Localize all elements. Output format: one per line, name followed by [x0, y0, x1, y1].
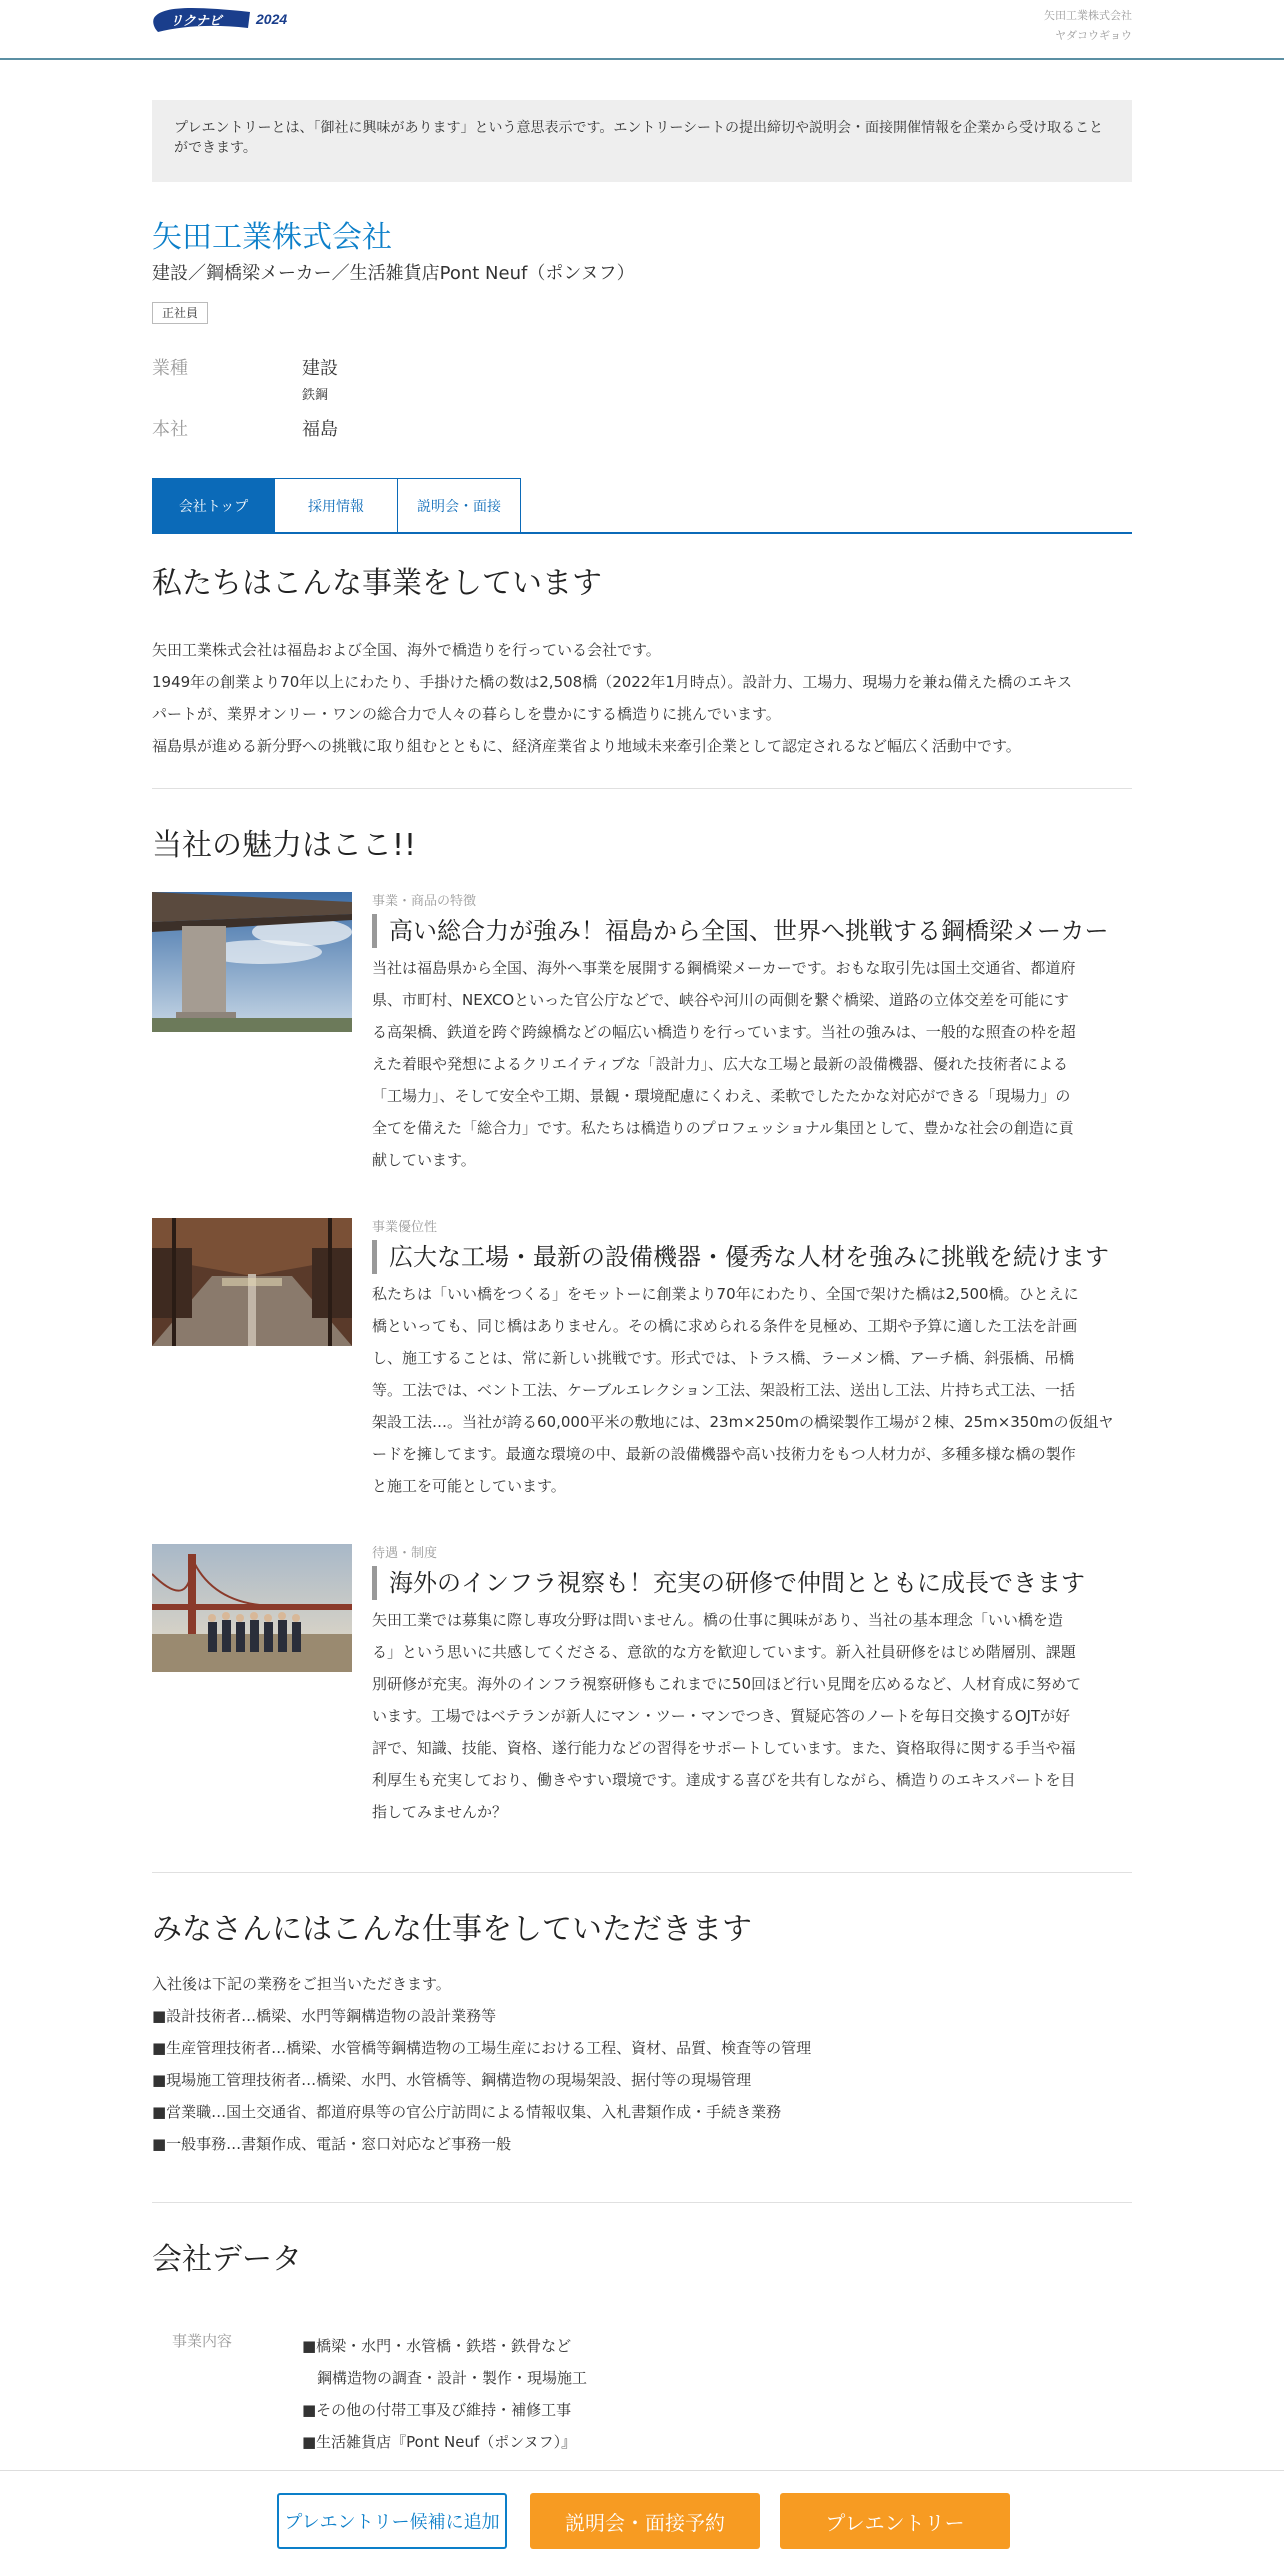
tab-seminar-interview[interactable]: 説明会・面接: [398, 478, 521, 532]
section-divider: [152, 1872, 1132, 1873]
appeal-text-line: 献しています。: [372, 1151, 476, 1169]
appeal-title: 高い総合力が強み！福島から全国、世界へ挑戦する鋼橋梁メーカー: [372, 914, 1132, 948]
appeal-text-line: 評で、知識、技能、資格、遂行能力などの習得をサポートしています。また、資格取得に関する手当や福: [372, 1739, 1076, 1757]
hq-value: 福島: [302, 419, 338, 440]
industry-sub-value: 鉄鋼: [302, 388, 329, 403]
appeal-text-line: 指してみませんか？: [372, 1803, 508, 1821]
appeal-text-line: 全てを備えた「総合力」です。私たちは橋造りのプロフェッショナル集団として、豊かな社会の創造に貢: [372, 1119, 1074, 1137]
hq-label: 本社: [152, 419, 188, 440]
appeal-text-line: えた着眼や発想によるクリエイティブな「設計力」、広大な工場と最新の設備機器、優れた技術者による: [372, 1055, 1069, 1073]
appeal-text-line: 私たちは「いい橋をつくる」をモットーに創業より70年にわたり、全国で架けた橋は2,500橋。ひとえに: [372, 1285, 1079, 1303]
appeal-heading: 当社の魅力はここ!!: [152, 828, 417, 863]
appeal-text-line: 「工場力」、そして安全や工期、景観・環境配慮にくわえ、柔軟でしたたかな対応ができる「現場力」の: [372, 1087, 1071, 1105]
appeal-text-line: 等。工法では、ベント工法、ケーブルエレクション工法、架設桁工法、送出し工法、片持ち式工法、一括: [372, 1381, 1076, 1399]
section-divider: [152, 2202, 1132, 2203]
company-tabs: [152, 478, 1132, 534]
appeal-text-line: る高架橋、鉄道を跨ぐ跨線橋などの幅広い橋造りを行っています。当社の強みは、一般的な照査の枠を超: [372, 1023, 1076, 1041]
bridge-photo: [152, 892, 352, 1032]
appeal-title: 広大な工場・最新の設備機器・優秀な人材を強みに挑戦を続けます: [372, 1240, 1132, 1274]
appeal-text-line: 利厚生も充実しており、働きやすい環境です。達成する喜びを共有しながら、橋造りのエキスパートを目: [372, 1771, 1076, 1789]
work-line: ■現場施工管理技術者…橋梁、水門、水管橋等、鋼構造物の現場架設、据付等の現場管理: [152, 2071, 752, 2089]
company-name: 矢田工業株式会社: [152, 220, 392, 255]
appeal-text-line: ードを擁してます。最適な環境の中、最新の設備機器や高い技術力をもつ人材力が、多種多様な橋の製作: [372, 1445, 1076, 1463]
business-content-value: [302, 2330, 587, 2458]
appeal-text-line: 架設工法…。当社が誇る60,000平米の敷地には、23m×250mの橋梁製作工場が２棟、25m×350mの仮組ヤ: [372, 1413, 1114, 1431]
company-data-line: 鋼構造物の調査・設計・製作・現場施工: [302, 2369, 588, 2387]
business-line: 1949年の創業より70年以上にわたり、手掛けた橋の数は2,508橋（2022年1月時点）。設計力、工場力、現場力を兼ね備えた橋のエキス: [152, 673, 1073, 691]
header-company-name: 矢田工業株式会社: [1044, 9, 1132, 22]
rikunabi-logo[interactable]: [152, 4, 287, 34]
tab-recruitment-info[interactable]: 採用情報: [275, 478, 398, 532]
appeal-text: [372, 952, 1132, 1176]
rikunabi-logo-icon: [152, 6, 252, 32]
company-data-line: ■生活雑貨店『Pont Neuf（ポンヌフ）』: [302, 2433, 577, 2451]
logo-year: 2024: [256, 11, 288, 27]
company-data-line: ■橋梁・水門・水管橋・鉄塔・鉄骨など: [302, 2337, 572, 2355]
appeal-text-line: 橋といっても、同じ橋はありません。その橋に求められる条件を見極め、工期や予算に適した工法を計画: [372, 1317, 1078, 1335]
work-list: [152, 1968, 811, 2160]
header-company: [1044, 6, 1132, 46]
appeal-category: 事業・商品の特徴: [372, 894, 477, 909]
appeal-category: 待遇・制度: [372, 1546, 438, 1561]
bottom-action-bar: [0, 2470, 1284, 2568]
section-divider: [152, 788, 1132, 789]
business-content-label: 事業内容: [172, 2332, 233, 2350]
appeal-text-line: と施工を可能としています。: [372, 1477, 566, 1495]
factory-photo: [152, 1218, 352, 1346]
appeal-text-line: 県、市町村、NEXCOといった官公庁などで、峡谷や河川の両側を繋ぐ橋梁、道路の立体交差を可能にす: [372, 991, 1069, 1009]
employment-badge: 正社員: [152, 302, 208, 324]
business-description: [152, 634, 1132, 762]
appeal-text-line: 矢田工業では募集に際し専攻分野は問いません。橋の仕事に興味があり、当社の基本理念「いい橋を造: [372, 1611, 1063, 1629]
appeal-item-body: [372, 1218, 1132, 1502]
work-line: ■営業職…国土交通省、都道府県等の官公庁訪問による情報収集、入札書類作成・手続き業務: [152, 2103, 782, 2121]
work-line: ■設計技術者…橋梁、水門等鋼構造物の設計業務等: [152, 2007, 497, 2025]
appeal-text-line: 別研修が充実。海外のインフラ視察研修もこれまでに50回ほど行い見聞を広めるなど、人材育成に努めて: [372, 1675, 1082, 1693]
company-subtitle: 建設／鋼橋梁メーカー／生活雑貨店Pont Neuf（ポンヌフ）: [152, 263, 635, 284]
tab-company-top[interactable]: 会社トップ: [152, 478, 275, 532]
appeal-text-line: います。工場ではベテランが新人にマン・ツー・マンでつき、質疑応答のノートを毎日交換するOJTが好: [372, 1707, 1071, 1725]
appeal-text: [372, 1278, 1132, 1502]
golden-gate-group-photo: [152, 1544, 352, 1672]
company-data-line: ■その他の付帯工事及び維持・補修工事: [302, 2401, 572, 2419]
appeal-category: 事業優位性: [372, 1220, 438, 1235]
business-line: パートが、業界オンリー・ワンの総合力で人々の暮らしを豊かにする橋造りに挑んでいます。: [152, 705, 781, 723]
add-candidate-button[interactable]: プレエントリー候補に追加: [277, 2493, 507, 2549]
industry-label: 業種: [152, 358, 188, 379]
svg-text:リクナビ: リクナビ: [170, 13, 222, 28]
appeal-item-body: [372, 892, 1132, 1176]
appeal-text-line: る」という思いに共感してくださる、意欲的な方を歓迎しています。新入社員研修をはじめ階層別、課題: [372, 1643, 1076, 1661]
site-header: [0, 0, 1284, 60]
seminar-reservation-button[interactable]: 説明会・面接予約: [530, 2493, 760, 2549]
appeal-text: [372, 1604, 1132, 1828]
appeal-text-line: 当社は福島県から全国、海外へ事業を展開する鋼橋梁メーカーです。おもな取引先は国土交通省、都道府: [372, 959, 1076, 977]
pre-entry-notice: プレエントリーとは、「御社に興味があります」という意思表示です。エントリーシートの提出締切や説明会・面接開催情報を企業から受け取ることができます。: [152, 100, 1132, 182]
appeal-title: 海外のインフラ視察も！充実の研修で仲間とともに成長できます: [372, 1566, 1132, 1600]
industry-value: 建設: [302, 358, 338, 379]
header-company-kana: ヤダコウギョウ: [1055, 29, 1132, 42]
business-heading: 私たちはこんな事業をしています: [152, 566, 602, 601]
work-line: ■生産管理技術者…橋梁、水管橋等鋼構造物の工場生産における工程、資材、品質、検査等の管理: [152, 2039, 812, 2057]
business-line: 福島県が進める新分野への挑戦に取り組むとともに、経済産業省より地域未来牽引企業として認定されるなど幅広く活動中です。: [152, 737, 1021, 755]
business-line: 矢田工業株式会社は福島および全国、海外で橋造りを行っている会社です。: [152, 641, 661, 659]
appeal-text-line: し、施工することは、常に新しい挑戦です。形式では、トラス橋、ラーメン橋、アーチ橋、斜張橋、吊橋: [372, 1349, 1075, 1367]
work-line: 入社後は下記の業務をご担当いただきます。: [152, 1975, 451, 1993]
company-data-heading: 会社データ: [152, 2242, 302, 2277]
pre-entry-button[interactable]: プレエントリー: [780, 2493, 1010, 2549]
work-line: ■一般事務…書類作成、電話・窓口対応など事務一般: [152, 2135, 512, 2153]
work-heading: みなさんにはこんな仕事をしていただきます: [152, 1912, 752, 1947]
appeal-item-body: [372, 1544, 1132, 1828]
